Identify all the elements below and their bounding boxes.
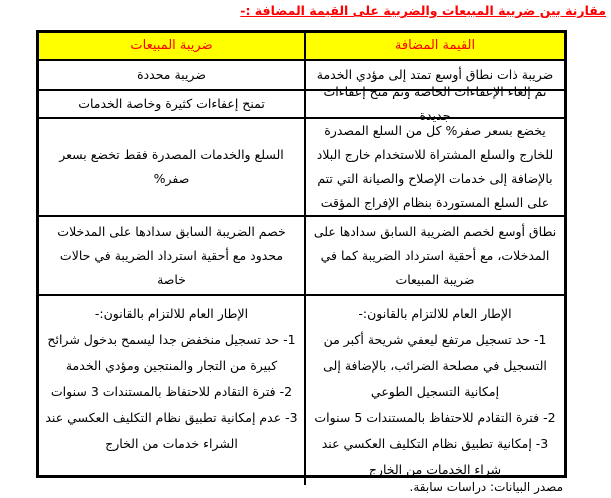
law-item-sales-3: 3- عدم إمكانية تطبيق نظام التكليف العكسي عند الشراء خدمات من الخارج <box>45 410 298 451</box>
document-title: مقارنة بين ضريبة المبيعات والضريبة على القيمة المضافة :- <box>240 3 606 18</box>
law-item-vat-1: 1- حد تسجيل مرتفع ليعفي شريحة أكبر من التسجيل في مصلحة الضرائب، بالإضافة إلى إمكانية التسجيل الطوعي <box>323 332 547 399</box>
law-intro-sales: الإطار العام للالتزام بالقانون:- <box>94 306 249 321</box>
cell-vat-law-framework <box>304 296 564 485</box>
law-item-vat-2: 2- فترة التقادم للاحتفاظ بالمستندات 5 سنوات <box>314 410 556 425</box>
law-intro-vat: الإطار العام للالتزام بالقانون:- <box>358 306 512 321</box>
header-cell-vat: القيمة المضافة <box>304 33 564 61</box>
cell-sales-exemptions: تمنح إعفاءات كثيرة وخاصة الخدمات <box>39 91 304 119</box>
cell-vat-scope: ضريبة ذات نطاق أوسع تمتد إلى مؤدي الخدمة <box>304 61 564 91</box>
comparison-table <box>36 30 567 478</box>
cell-sales-zero-rate: السلع والخدمات المصدرة فقط تخضع بسعر صفر% <box>39 119 304 217</box>
cell-sales-deduction: خصم الضريبة السابق سدادها على المدخلات محدود مع أحقية استرداد الضريبة في حالات خاصة <box>39 217 304 296</box>
header-cell-sales: ضريبة المبيعات <box>39 33 304 61</box>
law-item-sales-2: 2- فترة التقادم للاحتفاظ بالمستندات 3 سنوات <box>50 384 293 399</box>
law-item-sales-1: 1- حد تسجيل منخفض جدا ليسمح بدخول شرائح كبيرة من التجار والمنتجين ومؤدي الخدمة <box>47 332 296 373</box>
data-source-note: مصدر البيانات: دراسات سابقة. <box>409 480 563 494</box>
cell-sales-scope: ضريبة محددة <box>39 61 304 91</box>
cell-vat-deduction: نطاق أوسع لخصم الضريبة السابق سدادها على المدخلات، مع أحقية استرداد الضريبة كما في ضريبة المبيعات <box>304 217 564 296</box>
cell-sales-law-framework <box>39 296 304 485</box>
law-item-vat-3: 3- إمكانية تطبيق نظام التكليف العكسي عند شراء الخدمات من الخارج <box>321 436 549 477</box>
cell-vat-zero-rate: يخضع بسعر صفر% كل من السلع المصدرة للخارج والسلع المشتراة للاستخدام خارج البلاد بالإضافة إلى خدمات الإصلاح والصيانة التي تتم على السلع المستوردة بنظام الإفراج المؤقت <box>304 119 564 217</box>
cell-vat-exemptions: تم إلغاء الإعفاءات الخاصة وتم منح إعفاءات جديدة <box>304 91 564 119</box>
